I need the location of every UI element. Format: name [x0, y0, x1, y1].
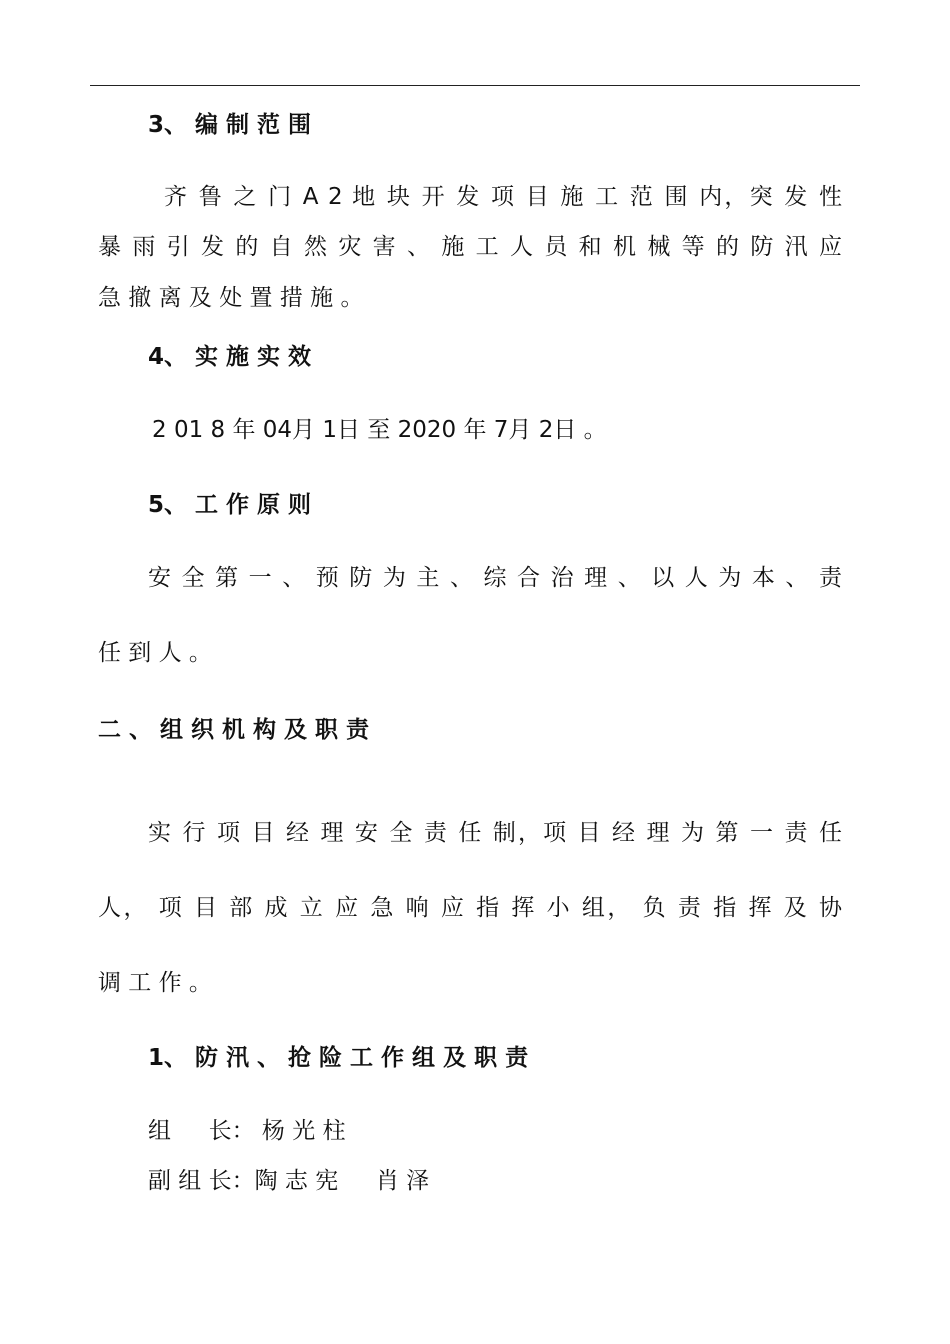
- team-deputy-leader: 副 组 长：陶 志 宪 肖 泽: [148, 1168, 430, 1194]
- organization-paragraph-line-3: 调 工 作 。: [98, 970, 212, 996]
- scope-paragraph-line-2: 暴 雨 引 发 的 自 然 灾 害 、 施 工 人 员 和 机 械 等 的 防 汛 应: [98, 234, 842, 260]
- principle-paragraph-line-2: 任 到 人 。: [98, 640, 212, 666]
- team-leader: 组 长： 杨 光 柱: [148, 1118, 346, 1144]
- heading-flood-control-team: 1、 防 汛 、 抢 险 工 作 组 及 职 责: [148, 1045, 529, 1071]
- organization-paragraph-line-1: 实 行 项 目 经 理 安 全 责 任 制，项 目 经 理 为 第 一 责 任: [148, 820, 842, 846]
- heading-implementation-period: 4、 实 施 实 效: [148, 344, 312, 370]
- implementation-period-text: 2 01 8 年 04月 1日 至 2020 年 7月 2日 。: [152, 417, 607, 443]
- heading-scope: 3、 编 制 范 围: [148, 112, 312, 138]
- section-title-organization: 二 、 组 织 机 构 及 职 责: [98, 717, 370, 743]
- principle-paragraph-line-1: 安 全 第 一 、 预 防 为 主 、 综 合 治 理 、 以 人 为 本 、 责: [148, 565, 842, 591]
- header-rule: [90, 85, 860, 86]
- organization-paragraph-line-2: 人， 项 目 部 成 立 应 急 响 应 指 挥 小 组， 负 责 指 挥 及 协: [98, 895, 842, 921]
- scope-paragraph-line-1: 齐 鲁 之 门 A 2 地 块 开 发 项 目 施 工 范 围 内，突 发 性: [164, 184, 842, 210]
- scope-paragraph-line-3: 急 撤 离 及 处 置 措 施 。: [98, 285, 364, 311]
- heading-working-principle: 5、 工 作 原 则: [148, 492, 312, 518]
